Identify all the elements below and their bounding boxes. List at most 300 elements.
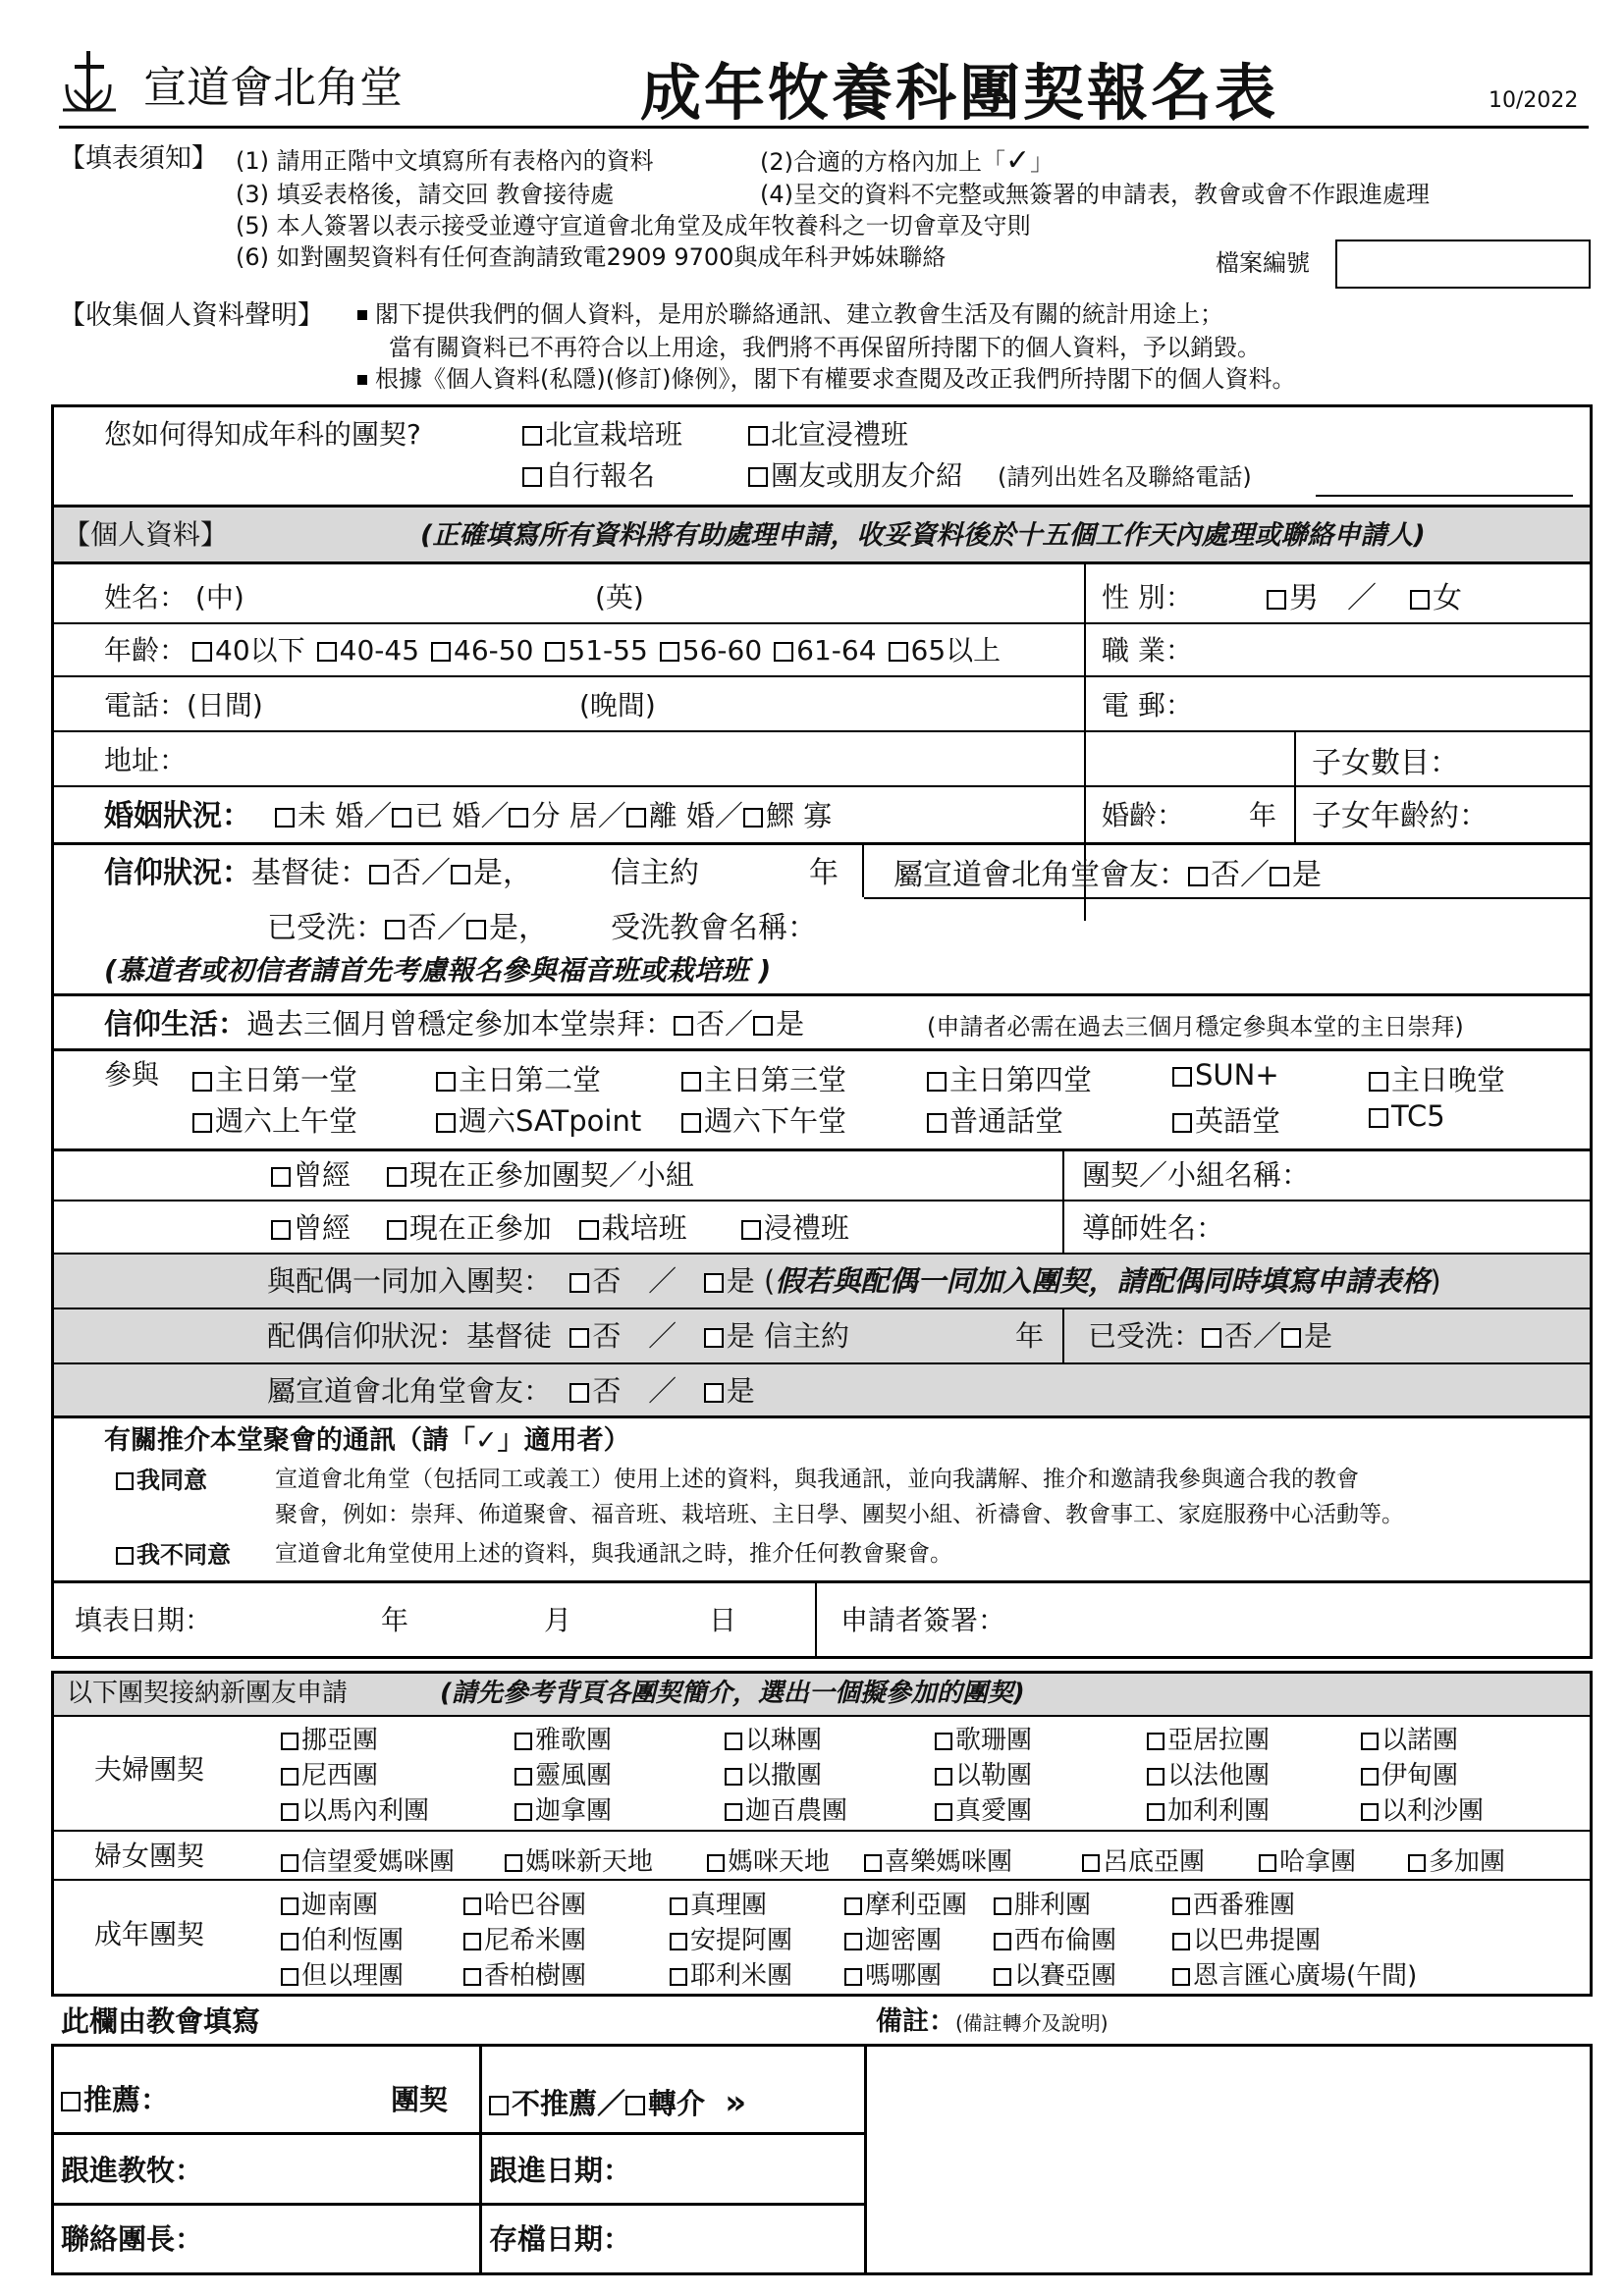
checkbox[interactable] (660, 642, 679, 662)
adult-fellowship-option[interactable] (281, 1955, 404, 1992)
checkbox[interactable] (192, 1113, 212, 1133)
fellowship-heading: 以下團契接納新團友申請 (67, 1679, 349, 1708)
checkbox[interactable] (994, 1933, 1011, 1950)
service-option[interactable] (681, 1099, 846, 1140)
checkbox[interactable] (670, 1897, 687, 1915)
service-option[interactable] (1369, 1099, 1445, 1133)
checkbox[interactable] (1172, 1933, 1190, 1950)
option-label: 英語堂 (1195, 1104, 1281, 1138)
adult-fellowship-option[interactable] (670, 1955, 792, 1992)
option-label: 喜樂媽咪團 (885, 1847, 1013, 1877)
rule (51, 561, 1593, 564)
checkbox[interactable] (625, 2096, 645, 2115)
checkbox[interactable] (281, 1768, 298, 1786)
gender-female[interactable]: 女 (1410, 581, 1462, 616)
checkbox[interactable] (681, 1072, 701, 1092)
option-label: 加利利團 (1167, 1796, 1271, 1826)
option-label: 耶利米團 (690, 1961, 793, 1991)
marital-option[interactable] (275, 799, 363, 832)
checkbox[interactable] (994, 1968, 1011, 1986)
checkbox[interactable] (927, 1113, 947, 1133)
adult-fellowship-option[interactable] (670, 1920, 792, 1956)
option-label: 西布倫團 (1014, 1926, 1117, 1955)
checkbox[interactable] (281, 1933, 298, 1950)
couples-fellowship-option[interactable] (935, 1720, 1032, 1756)
couples-fellowship-option[interactable] (1361, 1720, 1458, 1756)
source-question: 您如何得知成年科的團契? (104, 418, 421, 451)
source-fill-line[interactable] (1316, 495, 1573, 497)
faith-life-row: 信仰生活：過去三個月曾穩定參加本堂崇拜： 否／ 是 (104, 1007, 805, 1041)
instruction-4: (4)呈交的資料不完整或無簽署的申請表，教會或會不作跟進處理 (760, 181, 1430, 208)
checkbox[interactable] (1369, 1108, 1388, 1128)
couples-fellowship-option[interactable] (725, 1790, 847, 1827)
option-label: 真愛團 (955, 1796, 1033, 1826)
rule (51, 1200, 1593, 1201)
option-label: 尼希米團 (484, 1926, 587, 1955)
col-divider (479, 2044, 482, 2275)
checkbox[interactable] (116, 1547, 134, 1565)
signature-label: 申請者簽署： (840, 1604, 1006, 1636)
checkmark-icon: ✓ (475, 1425, 498, 1456)
couples-fellowship-option[interactable] (725, 1720, 822, 1756)
consent-disagree[interactable]: 我不同意 (116, 1541, 231, 1570)
women-fellowship-option[interactable] (1082, 1842, 1205, 1878)
checkbox[interactable] (1188, 867, 1208, 886)
option-label: 56-60 (681, 634, 763, 667)
checkbox[interactable] (1172, 1968, 1190, 1986)
marital-label: 婚姻狀況： (104, 799, 251, 833)
adult-fellowship-option[interactable] (281, 1885, 378, 1921)
recommend-row[interactable]: 推薦： (61, 2083, 169, 2117)
option-label: 以諾團 (1381, 1726, 1459, 1755)
checkbox[interactable] (509, 808, 528, 828)
separator: ／ (714, 799, 743, 832)
checkbox[interactable] (1147, 1768, 1164, 1786)
adult-fellowship-option[interactable] (463, 1955, 586, 1992)
separator: ／ (363, 799, 393, 832)
checkbox[interactable] (385, 920, 405, 939)
checkbox[interactable] (1270, 867, 1289, 886)
age-option[interactable] (889, 634, 1001, 667)
faith-baptized: 已受洗： 否／ 是， (267, 911, 548, 945)
col-divider (862, 844, 864, 897)
adult-fellowship-option[interactable] (994, 1885, 1091, 1921)
source-note: (請列出姓名及聯絡電話) (998, 463, 1252, 491)
marital-option[interactable] (626, 799, 715, 832)
instruction-5: (5) 本人簽署以表示接受並遵守宣道會北角堂及成年牧養科之一切會章及守則 (236, 212, 1031, 240)
couples-fellowship-option[interactable] (725, 1755, 822, 1791)
checkbox[interactable] (514, 1803, 532, 1821)
marital-option[interactable] (392, 799, 480, 832)
checkbox[interactable] (192, 642, 212, 662)
age-option[interactable] (660, 634, 762, 667)
women-label: 婦女團契 (94, 1840, 205, 1872)
checkbox[interactable] (569, 1328, 589, 1348)
fellowship-heading-note: (請先參考背頁各團契簡介，選出一個擬參加的團契) (440, 1679, 1025, 1708)
option-label: 迦拿團 (535, 1796, 613, 1826)
instruction-2: (2)合適的方格內加上「✓」 (760, 143, 1055, 178)
adult-fellowship-option[interactable] (1172, 1955, 1417, 1992)
col-divider (864, 2044, 867, 2275)
checkbox[interactable] (674, 1016, 693, 1036)
privacy-line-2: 當有關資料已不再符合以上用途，我們將不再保留所持閣下的個人資料，予以銷毀。 (389, 334, 1261, 361)
couples-label: 夫婦團契 (94, 1753, 205, 1786)
col-divider (1062, 1150, 1064, 1253)
checkbox[interactable] (725, 1803, 742, 1821)
couples-fellowship-option[interactable] (1361, 1755, 1458, 1791)
adult-fellowship-option[interactable] (1172, 1920, 1321, 1956)
option-label: 鰥 寡 (765, 799, 833, 832)
age-option[interactable] (545, 634, 647, 667)
option-label: 媽咪新天地 (525, 1847, 654, 1877)
option-label: 以利沙團 (1381, 1796, 1485, 1826)
checkbox[interactable] (451, 865, 470, 884)
rule (51, 2132, 866, 2135)
checkbox[interactable] (844, 1933, 862, 1950)
checkbox[interactable] (1281, 1328, 1301, 1348)
option-label: 真理團 (690, 1891, 768, 1920)
checkbox[interactable] (1361, 1733, 1379, 1750)
followup-date-label: 跟進日期： (489, 2154, 632, 2187)
option-label: 以法他團 (1167, 1761, 1271, 1790)
checkbox[interactable] (935, 1733, 952, 1750)
rule (51, 730, 1593, 732)
option-label: 主日第二堂 (459, 1063, 602, 1096)
age-option[interactable] (431, 634, 533, 667)
adult-fellowship-option[interactable] (994, 1920, 1116, 1956)
checkbox[interactable] (192, 1072, 212, 1092)
instructions-label: 【填表須知】 (59, 143, 218, 174)
checkbox[interactable] (436, 1113, 456, 1133)
adult-fellowship-option[interactable] (281, 1920, 404, 1956)
consent-heading: 有關推介本堂聚會的通訊（請「✓」適用者） (104, 1425, 630, 1456)
option-label: 65以上 (910, 634, 1001, 667)
checkbox[interactable] (670, 1968, 687, 1986)
checkbox[interactable] (392, 808, 411, 828)
option-label: 以勒團 (955, 1761, 1033, 1790)
personal-heading: 【個人資料】 (63, 518, 229, 551)
checkbox[interactable] (725, 1768, 742, 1786)
checkbox[interactable] (707, 1854, 725, 1872)
checkbox[interactable] (369, 865, 389, 884)
rule (51, 1715, 1593, 1717)
rule (51, 785, 1593, 787)
marital-option[interactable] (509, 799, 597, 832)
option-label: 以賽亞團 (1014, 1961, 1117, 1991)
option-label: 呂底亞團 (1103, 1847, 1206, 1877)
option-label: 以馬內利團 (301, 1796, 430, 1826)
option-label: 離 婚 (648, 799, 715, 832)
marital-options (275, 799, 832, 833)
file-number-label: 檔案編號 (1216, 249, 1310, 277)
service-option[interactable] (436, 1099, 641, 1140)
checkbox[interactable] (935, 1803, 952, 1821)
checkbox[interactable] (463, 1968, 481, 1986)
women-fellowship-option[interactable] (281, 1842, 455, 1878)
source-option-2[interactable]: 北宣浸禮班 (748, 418, 908, 452)
couples-fellowship-option[interactable] (514, 1790, 612, 1827)
option-label: 以撒團 (745, 1761, 823, 1790)
couples-fellowship-option[interactable] (1147, 1755, 1270, 1791)
source-option-3[interactable]: 自行報名 (522, 459, 655, 493)
rule (51, 1580, 1593, 1583)
checkbox[interactable] (431, 642, 451, 662)
checkbox[interactable] (889, 642, 908, 662)
checkbox[interactable] (569, 1273, 589, 1293)
checkbox[interactable] (387, 1167, 406, 1187)
separator: ／ (597, 799, 626, 832)
bullet-icon (357, 310, 367, 320)
option-label: 雅歌團 (535, 1726, 613, 1755)
checkbox[interactable] (463, 1933, 481, 1950)
privacy-line-1: 閣下提供我們的個人資料，是用於聯絡通訊、建立教會生活及有關的統計用途上； (357, 300, 1223, 329)
checkbox[interactable] (725, 1733, 742, 1750)
checkbox[interactable] (844, 1897, 862, 1915)
checkbox[interactable] (489, 2096, 509, 2115)
rule (51, 842, 1593, 845)
age-label: 年齡： (104, 634, 188, 667)
checkbox[interactable] (387, 1220, 406, 1240)
couples-fellowship-option[interactable] (1147, 1720, 1270, 1756)
checkbox[interactable] (1172, 1113, 1192, 1133)
service-option[interactable] (1172, 1099, 1280, 1140)
adult-fellowship-option[interactable] (463, 1885, 586, 1921)
couples-fellowship-option[interactable] (514, 1755, 612, 1791)
women-fellowship-option[interactable] (505, 1842, 653, 1878)
checkbox[interactable] (545, 642, 565, 662)
checkbox[interactable] (1369, 1072, 1388, 1092)
consent-agree[interactable]: 我同意 (116, 1467, 207, 1495)
services-row-2 (192, 1099, 1587, 1139)
checkbox[interactable] (935, 1768, 952, 1786)
option-label: 週六SATpoint (459, 1104, 642, 1138)
adult-fellowship-option[interactable] (670, 1885, 767, 1921)
gender-sep: ／ (1347, 581, 1377, 615)
marital-option[interactable] (743, 799, 832, 832)
rule (51, 993, 1593, 996)
spouse-member-row: 屬宣道會北角堂會友： 否 ／ 是 (267, 1374, 755, 1408)
checkbox[interactable] (281, 1897, 298, 1915)
checkbox[interactable] (505, 1854, 522, 1872)
faith-life-note: (申請者必需在過去三個月穩定參與本堂的主日崇拜) (927, 1013, 1464, 1041)
checkbox[interactable] (1202, 1328, 1221, 1348)
couples-fellowship-option[interactable] (281, 1755, 378, 1791)
age-option[interactable] (192, 634, 305, 667)
option-label: 週六下午堂 (704, 1104, 847, 1138)
checkbox[interactable] (844, 1968, 862, 1986)
checkbox[interactable] (281, 1854, 298, 1872)
consent-disagree-text: 宣道會北角堂使用上述的資料，與我通訊之時，推介任何教會聚會。 (275, 1541, 952, 1567)
personal-heading-note: (正確填寫所有資料將有助處理申請，收妥資料後於十五個工作天內處理或聯絡申請人) (420, 520, 1426, 551)
checkbox[interactable] (436, 1072, 456, 1092)
adult-fellowship-option[interactable] (994, 1955, 1116, 1992)
spouse-join-row: 與配偶一同加入團契： 否 ／ 是 (假若與配偶一同加入團契，請配偶同時填寫申請表格) (267, 1264, 1441, 1298)
couples-fellowship-option[interactable] (1147, 1790, 1270, 1827)
children-count-label: 子女數目： (1312, 746, 1459, 780)
service-option[interactable] (1369, 1058, 1505, 1098)
women-fellowship-option[interactable] (1408, 1842, 1505, 1878)
checkbox[interactable] (1410, 590, 1430, 610)
faith-row: 信仰狀況：基督徒： 否／ 是， (104, 856, 532, 890)
marriage-years-label: 婚齡： (1102, 799, 1185, 831)
option-label: 媽咪天地 (728, 1847, 831, 1877)
service-option[interactable] (927, 1058, 1092, 1098)
rule (51, 1148, 1593, 1151)
checkbox[interactable] (748, 426, 768, 446)
checkbox[interactable] (514, 1733, 532, 1750)
date-day: 日 (709, 1604, 737, 1636)
option-label: 亞居拉團 (1167, 1726, 1271, 1755)
couples-grid (281, 1720, 1587, 1828)
checkbox[interactable] (1172, 1897, 1190, 1915)
form-title: 成年牧養科團契報名表 (640, 57, 1279, 129)
checkbox[interactable] (626, 808, 646, 828)
mentor-label: 導師姓名： (1082, 1211, 1225, 1245)
age-option[interactable] (317, 634, 419, 667)
source-option-4[interactable]: 團友或朋友介紹 (748, 459, 963, 493)
checkbox[interactable] (522, 426, 542, 446)
option-label: 安提阿團 (690, 1926, 793, 1955)
service-option[interactable] (192, 1099, 357, 1140)
checkbox[interactable] (670, 1933, 687, 1950)
checkbox[interactable] (704, 1328, 724, 1348)
consent-agree-line-1: 宣道會北角堂（包括同工或義工）使用上述的資料，與我通訊，並向我講解、推介和邀請我參與適合我的教會 (275, 1467, 1359, 1492)
couples-fellowship-option[interactable] (935, 1790, 1032, 1827)
checkbox[interactable] (1267, 590, 1286, 610)
checkbox[interactable] (681, 1113, 701, 1133)
option-label: 以巴弗提團 (1193, 1926, 1322, 1955)
option-label: TC5 (1391, 1099, 1445, 1133)
option-label: 但以理團 (301, 1961, 405, 1991)
couples-fellowship-option[interactable] (935, 1755, 1032, 1791)
service-option[interactable] (192, 1058, 357, 1098)
checkbox[interactable] (466, 920, 486, 939)
option-label: 61-64 (796, 634, 877, 667)
couples-fellowship-option[interactable] (514, 1720, 612, 1756)
privacy-label: 【收集個人資料聲明】 (59, 300, 324, 331)
attend-label: 參與 (104, 1058, 160, 1091)
privacy-line-3: 根據《個人資料(私隱)(修訂)條例》，閣下有權要求查閱及改正我們所持閣下的個人資料。 (357, 365, 1295, 394)
checkbox[interactable] (927, 1072, 947, 1092)
service-option[interactable] (681, 1058, 846, 1098)
not-recommend-row[interactable]: 不推薦／ 轉介 » (489, 2083, 746, 2123)
option-label: 主日晚堂 (1391, 1063, 1506, 1096)
checkbox[interactable] (1147, 1733, 1164, 1750)
adult-fellowship-option[interactable] (1172, 1885, 1295, 1921)
rule (51, 1415, 1593, 1418)
adult-fellowship-option[interactable] (844, 1885, 967, 1921)
service-option[interactable] (1172, 1058, 1279, 1092)
checkbox[interactable] (1408, 1854, 1426, 1872)
checkbox[interactable] (271, 1220, 291, 1240)
age-option[interactable] (774, 634, 876, 667)
option-label: SUN+ (1195, 1058, 1279, 1092)
org-name: 宣道會北角堂 (143, 63, 403, 113)
checkbox[interactable] (774, 642, 793, 662)
checkbox[interactable] (61, 2092, 81, 2111)
checkbox[interactable] (275, 808, 295, 828)
checkbox[interactable] (753, 1016, 773, 1036)
checkbox[interactable] (579, 1220, 599, 1240)
checkbox[interactable] (271, 1167, 291, 1187)
spouse-faith-row: 配偶信仰狀況：基督徒 否 ／ 是 信主約 (267, 1319, 850, 1353)
adult-grid (281, 1885, 1587, 1993)
checkbox[interactable] (704, 1383, 724, 1403)
checkbox[interactable] (1172, 1067, 1192, 1087)
option-label: 分 居 (531, 799, 598, 832)
checkbox[interactable] (281, 1733, 298, 1750)
checkbox[interactable] (281, 1803, 298, 1821)
option-label: 哈拿團 (1279, 1847, 1357, 1877)
rule (51, 675, 1593, 677)
adult-fellowship-option[interactable] (844, 1955, 942, 1992)
option-label: 嗎哪團 (865, 1961, 943, 1991)
service-option[interactable] (927, 1099, 1063, 1140)
checkbox[interactable] (994, 1897, 1011, 1915)
checkbox[interactable] (463, 1897, 481, 1915)
checkbox[interactable] (704, 1273, 724, 1293)
checkbox[interactable] (741, 1220, 761, 1240)
office-box (51, 2044, 1593, 2275)
option-label: 主日第三堂 (704, 1063, 847, 1096)
service-option[interactable] (436, 1058, 601, 1098)
checkbox[interactable] (1361, 1803, 1379, 1821)
checkbox[interactable] (743, 808, 763, 828)
option-label: 46-50 (454, 634, 534, 667)
faith-believed-years: 信主約 (611, 856, 699, 890)
col-divider (815, 1582, 817, 1657)
couples-fellowship-option[interactable] (281, 1790, 429, 1827)
option-label: 摩利亞團 (865, 1891, 968, 1920)
women-fellowship-option[interactable] (707, 1842, 830, 1878)
checkbox[interactable] (317, 642, 337, 662)
checkbox[interactable] (1082, 1854, 1100, 1872)
gender-male[interactable]: 男 (1267, 581, 1319, 616)
checkbox[interactable] (522, 467, 542, 487)
adult-fellowship-option[interactable] (463, 1920, 586, 1956)
couples-fellowship-option[interactable] (281, 1720, 378, 1756)
file-date-label: 存檔日期： (489, 2222, 632, 2256)
option-label: 40以下 (215, 634, 305, 667)
women-fellowship-option[interactable] (1259, 1842, 1356, 1878)
checkbox[interactable] (864, 1854, 882, 1872)
checkbox[interactable] (514, 1768, 532, 1786)
option-label: 信望愛媽咪團 (301, 1847, 456, 1877)
checkbox[interactable] (1259, 1854, 1276, 1872)
checkbox[interactable] (569, 1383, 589, 1403)
checkbox[interactable] (1147, 1803, 1164, 1821)
option-label: 迦百農團 (745, 1796, 848, 1826)
date-label: 填表日期： (75, 1604, 213, 1636)
checkbox[interactable] (116, 1472, 134, 1490)
source-option-1[interactable]: 北宣栽培班 (522, 418, 682, 452)
header-rule (59, 126, 1589, 129)
double-chevron-icon: » (725, 2083, 747, 2122)
checkbox[interactable] (748, 467, 768, 487)
address-label: 地址： (104, 744, 188, 776)
children-age-label: 子女年齡約： (1312, 799, 1489, 833)
file-number-field[interactable] (1335, 240, 1591, 289)
office-heading: 此欄由教會填寫 (61, 2004, 261, 2038)
checkbox[interactable] (1361, 1768, 1379, 1786)
option-label: 香柏樹團 (484, 1961, 587, 1991)
adult-fellowship-option[interactable] (844, 1920, 942, 1956)
faith-member: 屬宣道會北角堂會友： 否／ 是 (893, 858, 1322, 892)
col-divider (1062, 1309, 1064, 1362)
couples-fellowship-option[interactable] (1361, 1790, 1484, 1827)
women-fellowship-option[interactable] (864, 1842, 1012, 1878)
checkbox[interactable] (281, 1968, 298, 1986)
